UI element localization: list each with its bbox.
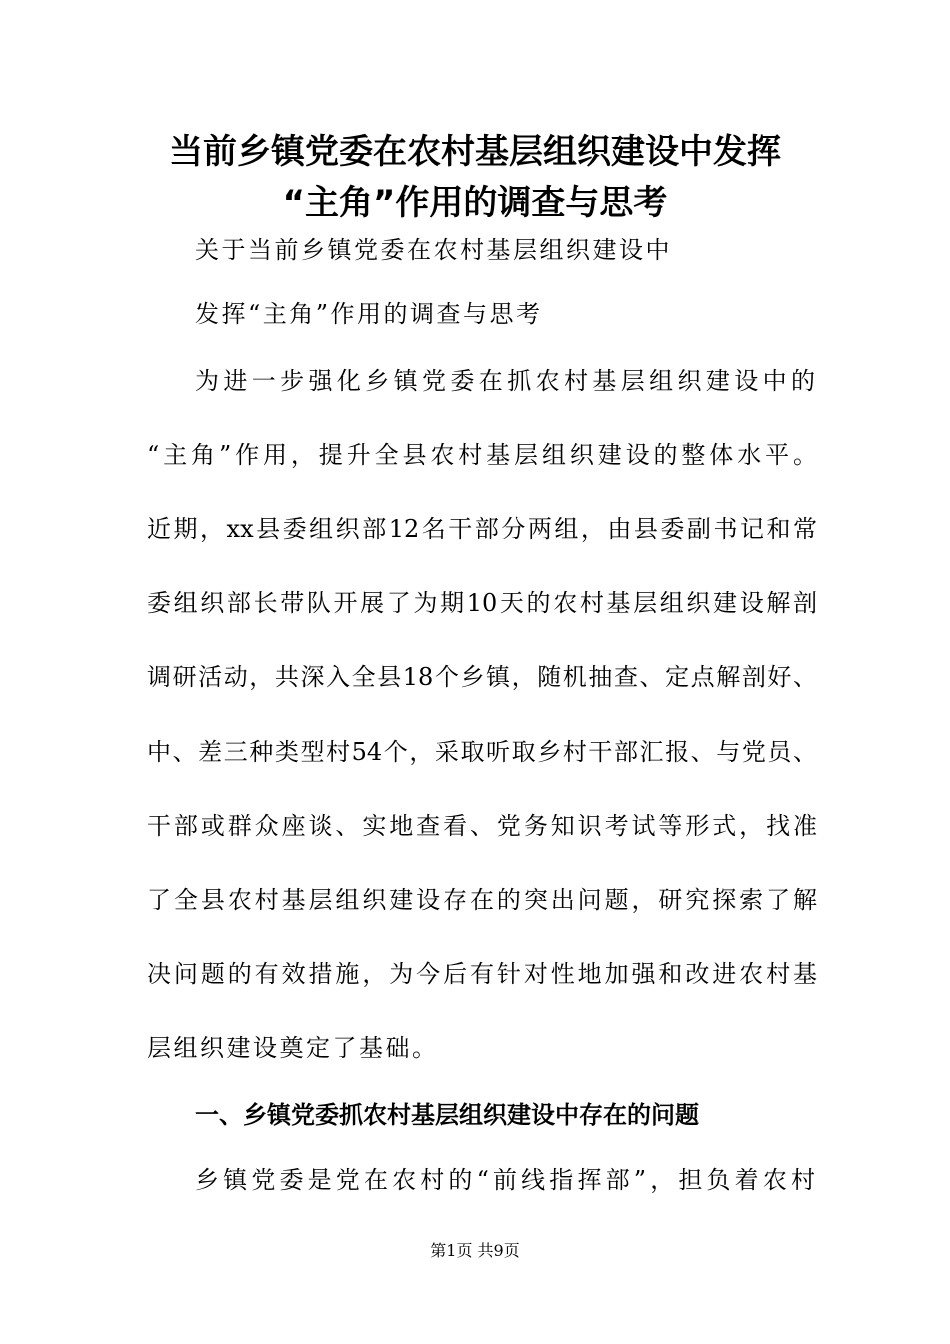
document-title-line-1: 当前乡镇党委在农村基层组织建设中发挥	[169, 132, 781, 172]
body-line-1: 为进一步强化乡镇党委在抓农村基层组织建设中的	[195, 367, 815, 395]
body-line-2: “主角”作用，提升全县农村基层组织建设的整体水平。	[147, 441, 817, 469]
body-line-9: 决问题的有效措施，为今后有针对性地加强和改进农村基	[147, 960, 817, 988]
body-line-5: 调研活动，共深入全县18个乡镇，随机抽查、定点解剖好、	[147, 663, 817, 691]
body-line-10: 层组织建设奠定了基础。	[147, 1034, 439, 1062]
body-line-3: 近期，xx县委组织部12名干部分两组，由县委副书记和常	[147, 515, 817, 543]
body-line-4: 委组织部长带队开展了为期10天的农村基层组织建设解剖	[147, 589, 817, 617]
section-heading: 一、乡镇党委抓农村基层组织建设中存在的问题	[195, 1101, 699, 1129]
subtitle-line-1: 关于当前乡镇党委在农村基层组织建设中	[195, 236, 672, 264]
subtitle-line-2: 发挥“主角”作用的调查与思考	[195, 300, 543, 328]
body-line-8: 了全县农村基层组织建设存在的突出问题，研究探索了解	[147, 886, 817, 914]
section-first-line: 乡镇党委是党在农村的“前线指挥部”，担负着农村	[195, 1166, 815, 1194]
body-line-7: 干部或群众座谈、实地查看、党务知识考试等形式，找准	[147, 812, 817, 840]
body-line-6: 中、差三种类型村54个，采取听取乡村干部汇报、与党员、	[147, 738, 817, 766]
document-title-line-2: “主角”作用的调查与思考	[282, 183, 668, 223]
page-footer: 第1页 共9页	[430, 1241, 520, 1260]
